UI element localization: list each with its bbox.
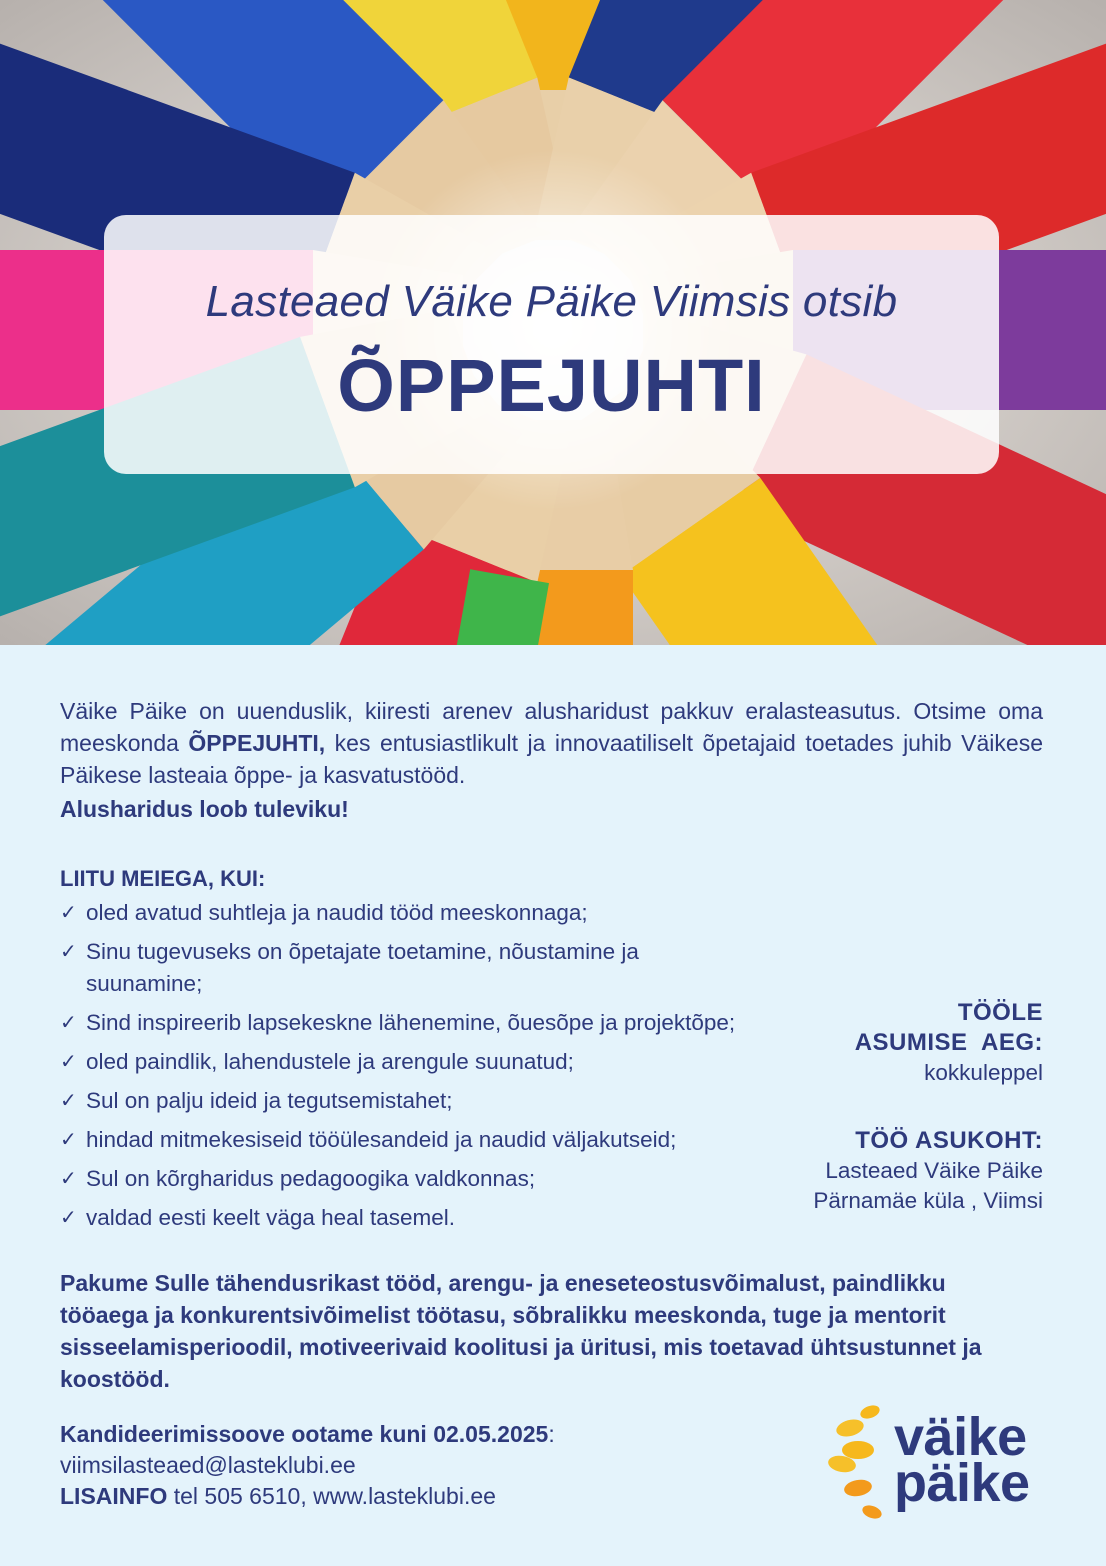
- logo-word-2: päike: [894, 1453, 1030, 1513]
- deadline-text: Kandideerimissoove ootame kuni 02.05.2025: [60, 1421, 549, 1447]
- vaike-paike-logo: [820, 1398, 1050, 1528]
- requirements-list: [60, 897, 820, 1234]
- check-icon: ✓: [60, 1090, 77, 1112]
- location-title: TÖÖ ASUKOHT:: [855, 1127, 1043, 1154]
- intro-text-before: Väike Päike on uuenduslik, kiiresti arenev alusharidust pakkuv eralasteasutus. Otsime oma meeskonda: [60, 698, 1043, 756]
- info-label: LISAINFO: [60, 1483, 168, 1509]
- contact-line: [60, 1481, 760, 1512]
- check-icon: ✓: [60, 1012, 77, 1034]
- tagline: Alusharidus loob tuleviku!: [60, 796, 349, 822]
- start-time-title-2: ASUMISE AEG:: [854, 1029, 1043, 1056]
- intro-role: ÕPPEJUHTI,: [188, 730, 326, 756]
- list-item: ✓ Sul on palju ideid ja tegutsemistahet;: [60, 1085, 820, 1117]
- page-subtitle: Lasteaed Väike Päike Viimsis otsib: [205, 277, 898, 326]
- list-item: ✓ oled paindlik, lahendustele ja arengule suunatud;: [60, 1046, 820, 1078]
- info-text[interactable]: tel 505 6510, www.lasteklubi.ee: [167, 1483, 496, 1509]
- title-card: [104, 215, 999, 474]
- location-line-2: Pärnamäe küla , Viimsi: [813, 1188, 1043, 1213]
- intro-paragraph: [60, 695, 1043, 791]
- hero-image: [0, 0, 1106, 645]
- offer-paragraph: Pakume Sulle tähendusrikast tööd, arengu- ja eneseteostusvõimalust, paindlikku tööaega ja konkurentsivõimelist töötasu, sõbralikku meeskonda, tuge ja mentorit sisseelamisperioodil, motiveerivaid koolitusi ja üritusi, mis toetavad ühtsustunnet ja koostööd.: [60, 1270, 982, 1392]
- list-item: ✓ Sinu tugevuseks on õpetajate toetamine, nõustamine ja suunamine;: [60, 936, 720, 1000]
- requirements-title: LIITU MEIEGA, KUI:: [60, 866, 266, 891]
- list-item: ✓ oled avatud suhtleja ja naudid tööd meeskonnaga;: [60, 897, 820, 929]
- check-icon: ✓: [60, 902, 77, 924]
- list-item: ✓ Sind inspireerib lapsekeskne lähenemine, õuesõpe ja projektõpe;: [60, 1007, 820, 1039]
- list-item: ✓ Sul on kõrgharidus pedagoogika valdkonnas;: [60, 1163, 820, 1195]
- deadline-line: Kandideerimissoove ootame kuni 02.05.2025:: [60, 1421, 555, 1447]
- check-icon: ✓: [60, 1051, 77, 1073]
- check-icon: ✓: [60, 1168, 77, 1190]
- email-link[interactable]: viimsilasteaed@lasteklubi.ee: [60, 1452, 356, 1478]
- intro-text-after: kes entusiastlikult ja innovaatiliselt õpetajaid toetades juhib Väikese Päikese lasteaia õppe- ja kasvatustööd.: [60, 730, 1043, 788]
- location-line-1: Lasteaed Väike Päike: [825, 1158, 1043, 1183]
- start-time-title-1: TÖÖLE: [957, 999, 1043, 1026]
- start-time-value: kokkuleppel: [924, 1060, 1043, 1085]
- check-icon: ✓: [60, 1129, 77, 1151]
- list-item: ✓ valdad eesti keelt väga heal tasemel.: [60, 1202, 820, 1234]
- logo-word-1: väike: [894, 1407, 1027, 1467]
- page-title: ÕPPEJUHTI: [337, 344, 766, 427]
- check-icon: ✓: [60, 1207, 77, 1229]
- application-info: [60, 1419, 760, 1512]
- check-icon: ✓: [60, 941, 77, 963]
- list-item: ✓ hindad mitmekesiseid tööülesandeid ja naudid väljakutseid;: [60, 1124, 820, 1156]
- job-details: [763, 998, 1043, 1216]
- sun-icon: [820, 1398, 895, 1528]
